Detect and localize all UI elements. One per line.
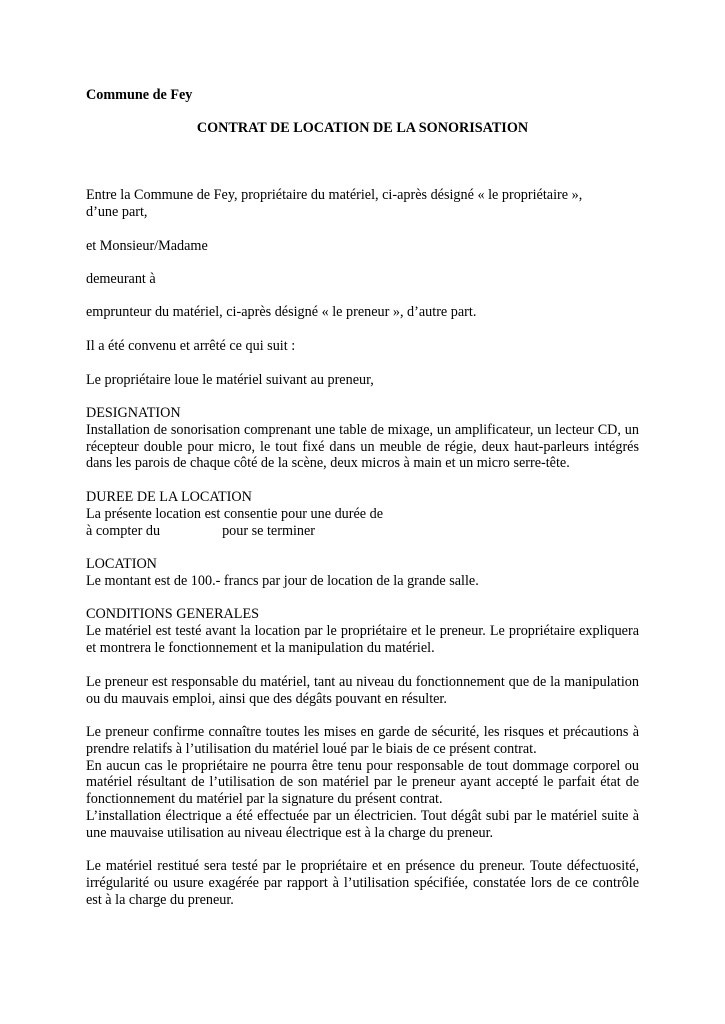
designation-heading: DESIGNATION	[86, 405, 181, 421]
borrower-name-line: et Monsieur/Madame	[86, 238, 208, 254]
owner-line-2: d’une part,	[86, 203, 148, 220]
document-title: CONTRAT DE LOCATION DE LA SONORISATION	[196, 120, 529, 136]
conditions-paragraph-3c: L’installation électrique a été effectuée par un électricien. Tout dégât subi par le matériel suite à une mauvaise utilisation au niveau électrique est à la charge du preneur.	[86, 807, 639, 841]
conditions-paragraph-3	[86, 724, 639, 842]
duration-dates-line	[86, 523, 639, 540]
conditions-paragraph-4: Le matériel restitué sera testé par le propriétaire et en présence du preneur. Toute défectuosité, irrégularité ou usure exagérée par rapport à l’utilisation spécifiée, constatée lors de ce contrôle est à la charge du preneur.	[86, 858, 639, 908]
location-heading: LOCATION	[86, 556, 157, 572]
rental-statement: Le propriétaire loue le matériel suivant au preneur,	[86, 372, 374, 388]
designation-section	[86, 405, 639, 472]
duration-end-label: pour se terminer	[222, 522, 316, 539]
duration-line-1: La présente location est consentie pour une durée de	[86, 505, 384, 522]
duration-heading: DUREE DE LA LOCATION	[86, 489, 252, 505]
owner-party	[86, 187, 639, 221]
borrower-role-line: emprunteur du matériel, ci-après désigné « le preneur », d’autre part.	[86, 304, 477, 320]
duration-start-label: à compter du	[86, 522, 161, 539]
location-text: Le montant est de 100.- francs par jour de location de la grande salle.	[86, 572, 479, 589]
conditions-heading: CONDITIONS GENERALES	[86, 606, 260, 622]
location-section	[86, 556, 639, 590]
duration-section	[86, 489, 639, 539]
owner-line-1: Entre la Commune de Fey, propriétaire du matériel, ci-après désigné « le propriétaire »,	[86, 187, 583, 203]
conditions-section	[86, 606, 639, 656]
conditions-paragraph-1: Le matériel est testé avant la location par le propriétaire et le preneur. Le propriétaire expliquera et montrera le fonctionnement et la manipulation du matériel.	[86, 622, 639, 656]
conditions-paragraph-3b: En aucun cas le propriétaire ne pourra être tenu pour responsable de tout dommage corporel ou matériel résultant de l’utilisation de son matériel par le preneur ayant accepté le parfait état de fonctionnement du matériel par la signature du présent contrat.	[86, 757, 639, 808]
conditions-paragraph-2: Le preneur est responsable du matériel, tant au niveau du fonctionnement que de la manipulation ou du mauvais emploi, ainsi que des dégâts pouvant en résulter.	[86, 674, 639, 707]
conditions-paragraph-3a: Le preneur confirme connaître toutes les mises en garde de sécurité, les risques et précautions à prendre relatifs à l’utilisation du matériel loué par le biais de ce présent contrat.	[86, 724, 639, 757]
borrower-address-line: demeurant à	[86, 271, 156, 287]
designation-text: Installation de sonorisation comprenant une table de mixage, un amplificateur, un lecteur CD, un récepteur double pour micro, le tout fixé dans un meuble de régie, deux haut-parleurs intégrés dans les parois de chaque côté de la scène, deux micros à main et un micro serre-tête.	[86, 421, 639, 472]
commune-name: Commune de Fey	[86, 87, 193, 103]
agreement-intro: Il a été convenu et arrêté ce qui suit :	[86, 338, 296, 354]
